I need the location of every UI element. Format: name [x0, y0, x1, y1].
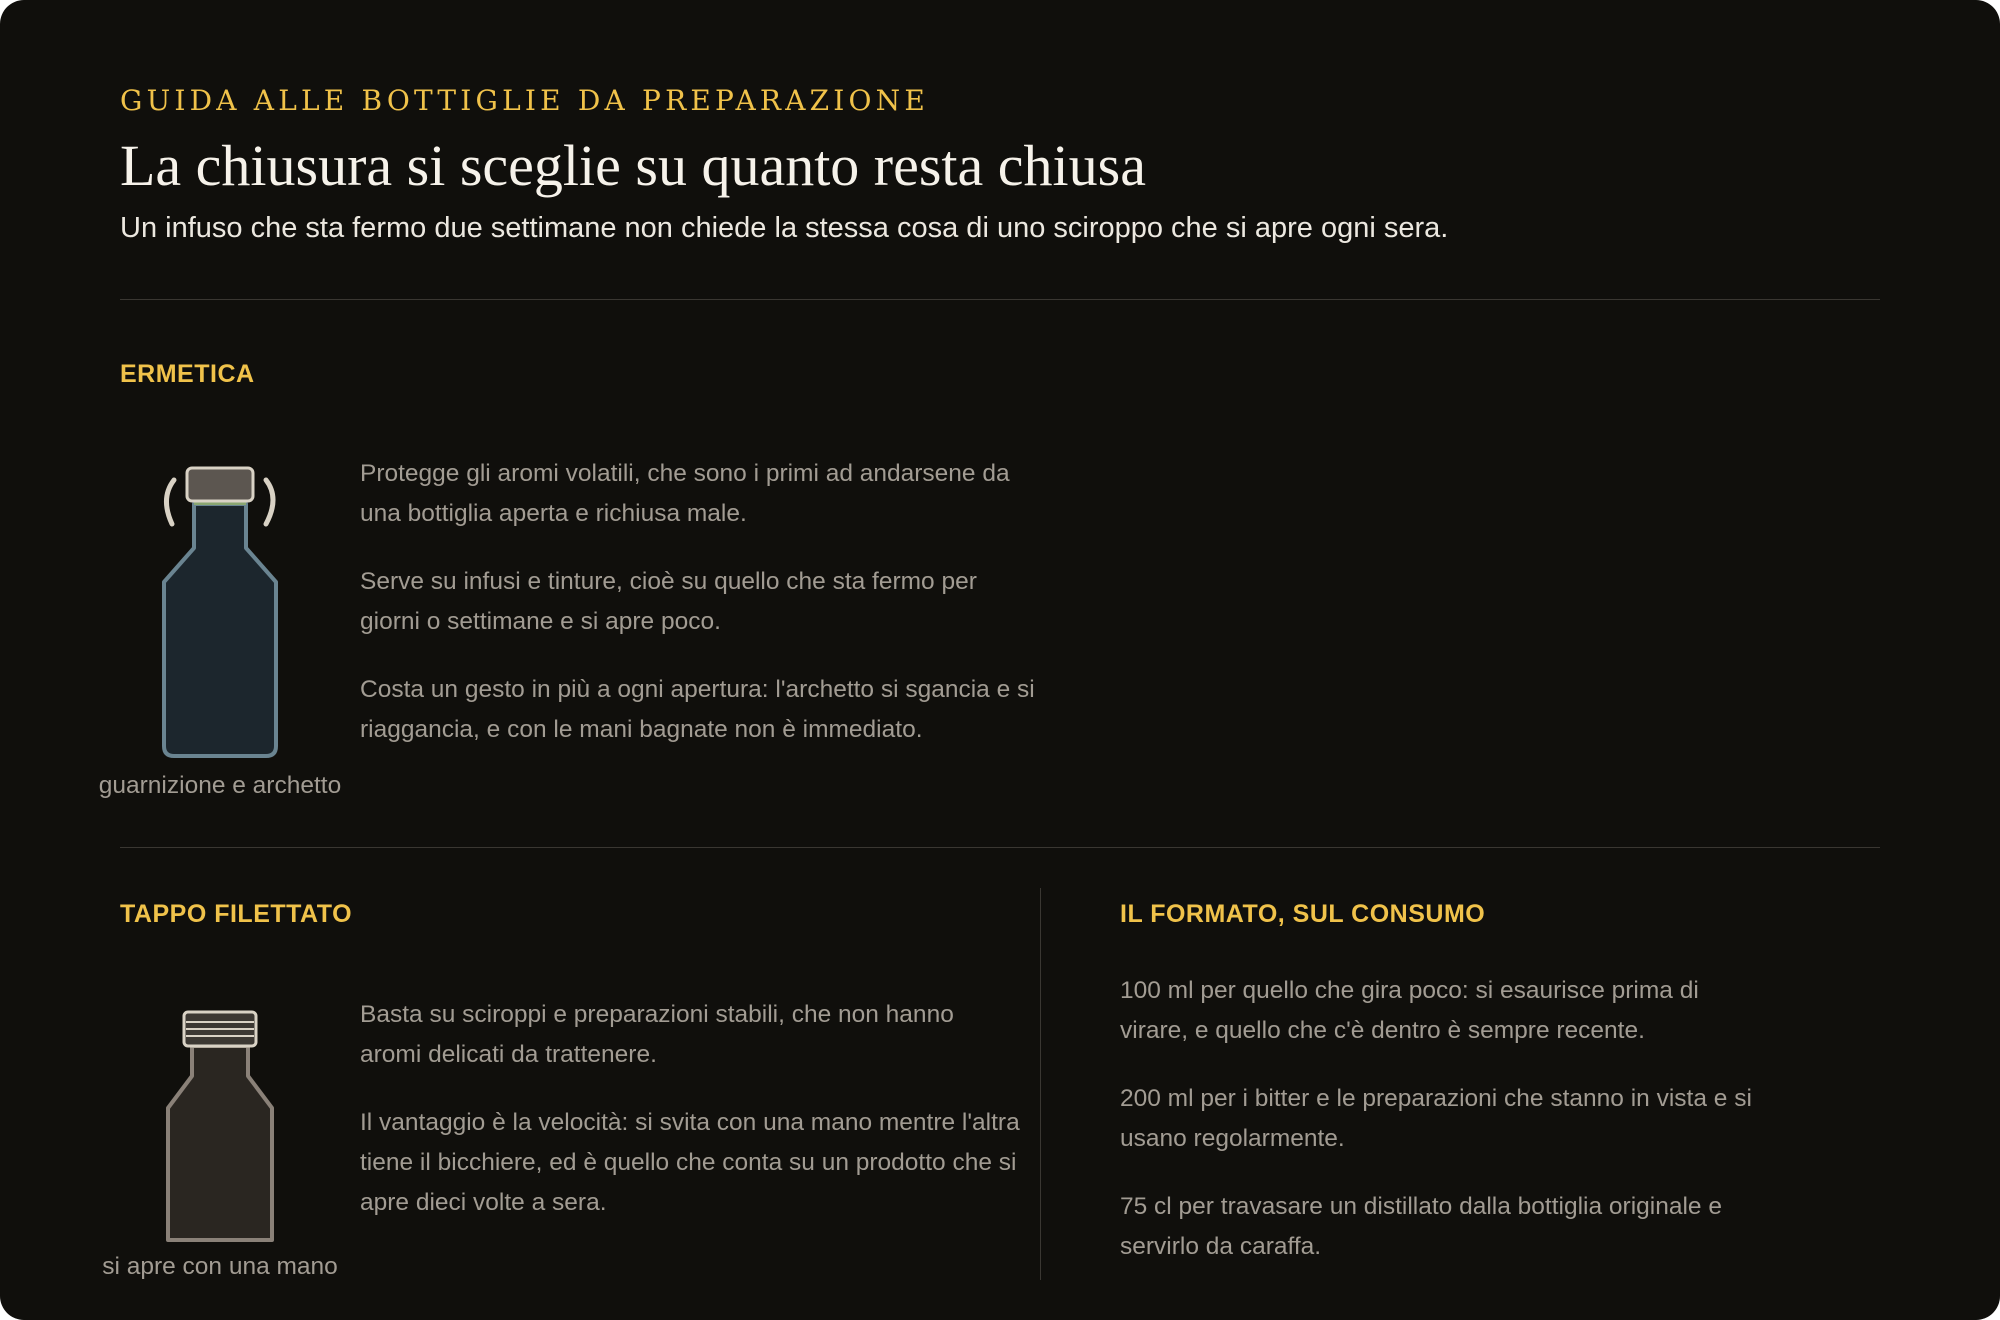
- ermetica-paragraph-1: Protegge gli aromi volatili, che sono i primi ad andarsene da una bottiglia aperta e richiusa male.: [360, 460, 1010, 527]
- ermetica-paragraph-3: Costa un gesto in più a ogni apertura: l'archetto si sgancia e si riaggancia, e con le mani bagnate non è immediato.: [360, 676, 1035, 743]
- column-divider: [1040, 888, 1041, 1280]
- section-label-tappo: TAPPO FILETTATO: [120, 900, 353, 928]
- screw-cap-bottle-icon: [160, 1006, 280, 1246]
- formato-paragraph-3: 75 cl per travasare un distillato dalla bottiglia originale e servirlo da caraffa.: [1120, 1193, 1722, 1260]
- page-subtitle: Un infuso che sta fermo due settimane non chiede la stessa cosa di uno sciroppo che si apre ogni sera.: [120, 212, 1449, 244]
- formato-paragraph-2: 200 ml per i bitter e le preparazioni che stanno in vista e si usano regolarmente.: [1120, 1085, 1752, 1152]
- divider-top: [120, 299, 1880, 300]
- caption-tappo: si apre con una mano: [102, 1253, 338, 1280]
- section-label-ermetica: ERMETICA: [120, 360, 255, 388]
- page-title: La chiusura si sceglie su quanto resta chiusa: [120, 133, 1146, 198]
- tappo-paragraph-1: Basta su sciroppi e preparazioni stabili, che non hanno aromi delicati da trattenere.: [360, 1001, 954, 1068]
- tappo-paragraph-2: Il vantaggio è la velocità: si svita con una mano mentre l'altra tiene il bicchiere, ed è quello che conta su un prodotto che si apre dieci volte a sera.: [360, 1109, 1020, 1216]
- section-label-formato: IL FORMATO, SUL CONSUMO: [1120, 900, 1486, 928]
- ermetica-paragraph-2: Serve su infusi e tinture, cioè su quello che sta fermo per giorni o settimane e si apre poco.: [360, 568, 977, 635]
- formato-paragraph-1: 100 ml per quello che gira poco: si esaurisce prima di virare, e quello che c'è dentro è sempre recente.: [1120, 977, 1699, 1044]
- caption-ermetica: guarnizione e archetto: [98, 772, 342, 799]
- divider-middle: [120, 847, 1880, 848]
- swing-top-bottle-icon: [160, 460, 280, 760]
- eyebrow: GUIDA ALLE BOTTIGLIE DA PREPARAZIONE: [120, 84, 930, 117]
